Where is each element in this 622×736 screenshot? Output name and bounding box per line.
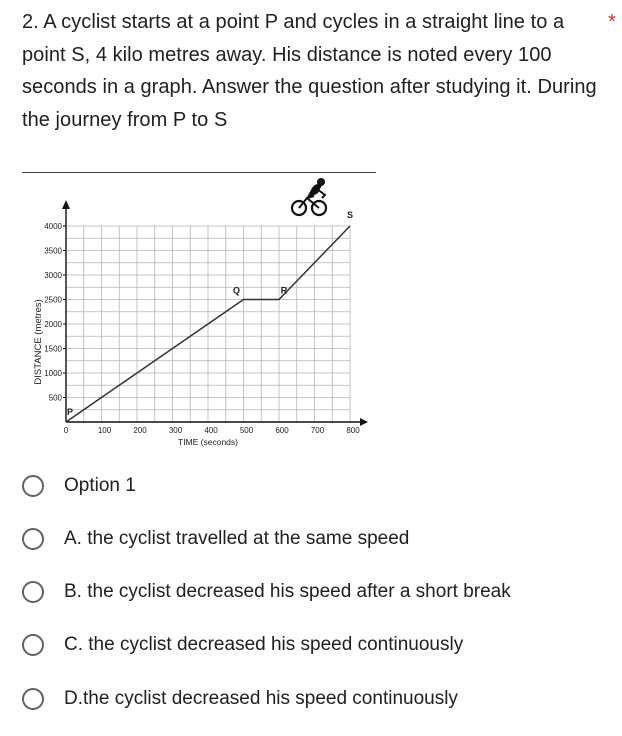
y-axis-arrow	[62, 200, 70, 209]
radio-button[interactable]	[22, 634, 44, 656]
radio-button[interactable]	[22, 475, 44, 497]
x-tick-label: 800	[346, 426, 360, 435]
option-label: C. the cyclist decreased his speed continuously	[64, 634, 464, 655]
y-tick-label: 1000	[44, 369, 62, 378]
radio-button[interactable]	[22, 528, 44, 550]
x-tick-label: 700	[310, 426, 325, 435]
option-a[interactable]	[22, 524, 602, 554]
x-tick-label: 500	[239, 426, 254, 435]
x-axis-arrow	[360, 418, 368, 426]
point-label-s: S	[346, 210, 354, 220]
y-tick-label: 3500	[44, 246, 62, 256]
option-b[interactable]	[22, 577, 602, 607]
x-tick-label: 0	[63, 426, 69, 435]
y-tick-label: 2000	[44, 320, 62, 329]
option-label: B. the cyclist decreased his speed after a short break	[64, 581, 511, 602]
radio-button[interactable]	[22, 688, 44, 710]
y-axis-title: DISTANCE (metres)	[33, 299, 44, 385]
cyclist-icon	[292, 178, 326, 215]
x-tick-label: 300	[168, 426, 183, 435]
option-label: D.the cyclist decreased his speed continuously	[64, 688, 458, 709]
question-title: 2. A cyclist starts at a point P and cycles in a straight line to a point S, 4 kilo metres away. His distance is noted every 100 seconds in a graph. Answer the question after studying it. During the journey from P to S	[22, 11, 597, 131]
y-tick-label: 3000	[44, 271, 62, 280]
option-d[interactable]	[22, 684, 602, 714]
y-tick-label: 1500	[44, 344, 62, 354]
x-axis-title: TIME (seconds)	[178, 437, 238, 447]
required-asterisk: *	[608, 11, 616, 33]
x-tick-label: 100	[97, 426, 112, 435]
distance-time-graph	[22, 172, 382, 462]
y-tick-label: 4000	[44, 222, 62, 231]
point-label-q: Q	[232, 285, 241, 296]
option-label: Option 1	[64, 475, 136, 496]
y-tick-label: 2500	[44, 295, 62, 305]
option-c[interactable]	[22, 630, 602, 660]
option-label: A. the cyclist travelled at the same speed	[64, 528, 410, 549]
x-tick-label: 600	[275, 426, 289, 435]
point-label-r: R	[280, 285, 288, 296]
x-tick-label: 400	[204, 426, 218, 435]
option-1[interactable]	[22, 471, 602, 501]
point-label-p: P	[66, 407, 74, 417]
y-tick-label: 500	[48, 393, 62, 403]
chart-svg	[22, 172, 382, 462]
radio-button[interactable]	[22, 581, 44, 603]
x-tick-label: 200	[133, 426, 147, 435]
